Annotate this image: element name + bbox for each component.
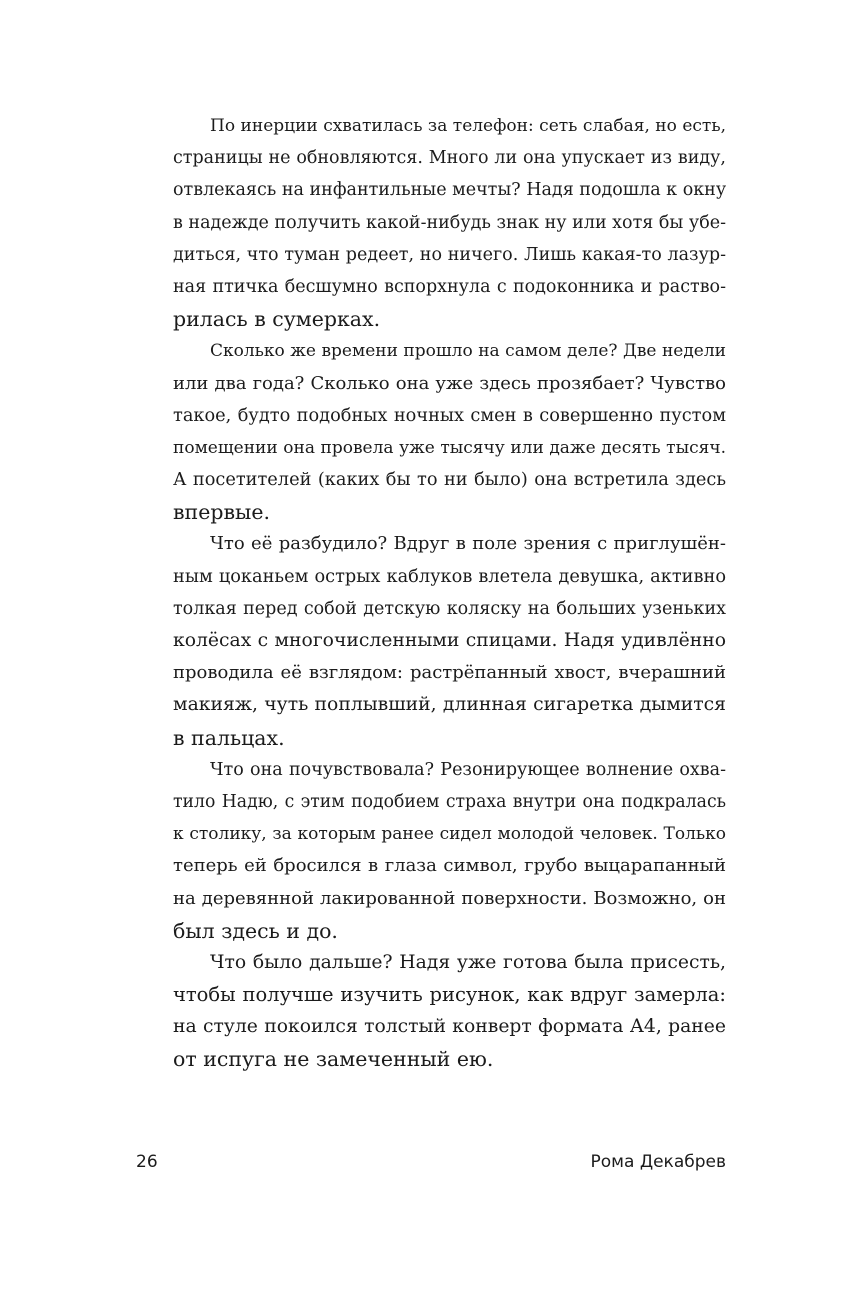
paragraph-4 bbox=[136, 754, 726, 947]
text-line: в пальцах. bbox=[173, 725, 285, 750]
text-line: впервые. bbox=[173, 500, 270, 525]
text-line: колёсах с многочисленными спицами. Надя удивлённо bbox=[173, 630, 726, 651]
paragraph-5 bbox=[136, 947, 726, 1076]
text-line: Сколько же времени прошло на самом деле? Две недели bbox=[210, 341, 726, 362]
body-text bbox=[136, 110, 726, 1076]
paragraph-1 bbox=[136, 110, 726, 335]
text-line: Что было дальше? Надя уже готова была присесть, bbox=[210, 951, 726, 973]
text-line: рилась в сумерках. bbox=[173, 307, 381, 332]
text-line: или два года? Сколько она уже здесь прозябает? Чувство bbox=[173, 372, 726, 394]
paragraph-2 bbox=[136, 335, 726, 528]
text-line: ным цоканьем острых каблуков влетела девушка, активно bbox=[173, 566, 726, 587]
text-line: отвлекаясь на инфантильные мечты? Надя подошла к окну bbox=[173, 180, 727, 201]
text-line: проводила её взглядом: растрёпанный хвост, вчерашний bbox=[173, 662, 726, 684]
text-line: помещении она провела уже тысячу или даже десять тысяч. bbox=[173, 437, 726, 458]
page-number: 26 bbox=[136, 1152, 158, 1172]
text-line: к столику, за которым ранее сидел молодой человек. Только bbox=[173, 824, 726, 845]
author-name: Рома Декабрев bbox=[590, 1152, 726, 1172]
text-line: Что её разбудило? Вдруг в поле зрения с приглушён- bbox=[210, 533, 726, 555]
page-footer bbox=[136, 1152, 726, 1178]
text-line: страницы не обновляются. Много ли она упускает из виду, bbox=[173, 148, 726, 169]
text-line: макияж, чуть поплывший, длинная сигаретка дымится bbox=[173, 694, 726, 716]
text-line: теперь ей бросился в глаза символ, грубо выцарапанный bbox=[173, 855, 726, 877]
text-line: диться, что туман редеет, но ничего. Лишь какая-то лазур- bbox=[173, 244, 726, 265]
paragraph-3 bbox=[136, 528, 726, 753]
text-line: в надежде получить какой-нибудь знак ну или хотя бы убе- bbox=[173, 212, 726, 233]
text-line: на деревянной лакированной поверхности. Возможно, он bbox=[173, 887, 726, 909]
text-line: на стуле покоился толстый конверт формата А4, ранее bbox=[173, 1016, 726, 1038]
text-line: ная птичка бесшумно вспорхнула с подоконника и раство- bbox=[173, 276, 726, 297]
text-line: Что она почувствовала? Резонирующее волнение охва- bbox=[210, 759, 726, 780]
text-line: По инерции схватилась за телефон: сеть слабая, но есть, bbox=[210, 116, 726, 136]
text-line: толкая перед собой детскую коляску на больших узеньких bbox=[173, 598, 726, 619]
text-line: такое, будто подобных ночных смен в совершенно пустом bbox=[173, 405, 726, 426]
text-line: был здесь и до. bbox=[173, 918, 338, 943]
text-line: А посетителей (каких бы то ни было) она встретила здесь bbox=[173, 470, 726, 491]
text-line: тило Надю, с этим подобием страха внутри она подкралась bbox=[173, 791, 726, 812]
text-line: чтобы получше изучить рисунок, как вдруг замерла: bbox=[173, 983, 726, 1007]
text-line: от испуга не замеченный ею. bbox=[173, 1047, 494, 1072]
